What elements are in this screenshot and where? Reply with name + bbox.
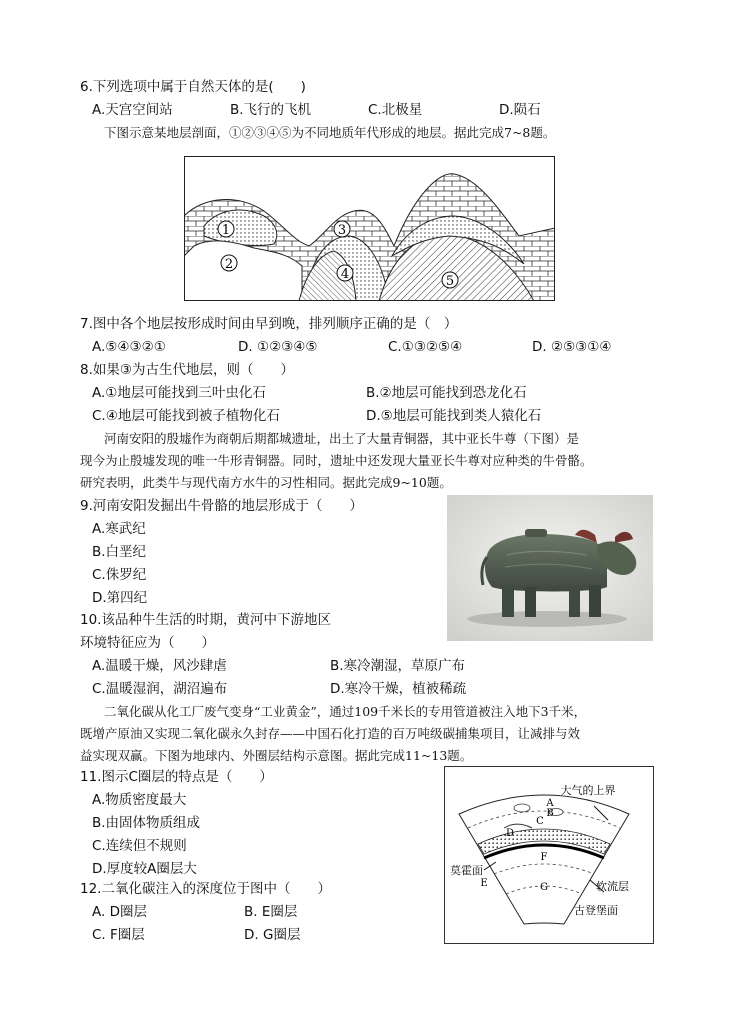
q10-option-b: B.寒冷潮湿，草原广布 (330, 658, 466, 674)
intro-9-10-line2: 现今为止殷墟发现的唯一牛形青铜器。同时，遗址中还发现大量亚长牛尊对应种类的牛骨骼。 (80, 453, 593, 468)
q9-option-d: D.第四纪 (92, 590, 148, 606)
q9-option-a: A.寒武纪 (92, 521, 146, 537)
upper-atmosphere-label: 大气的上界 (560, 784, 616, 797)
q10-option-c: C.温暖湿润，湖沼遍布 (92, 681, 228, 697)
q7-option-d: D. ②⑤③①④ (532, 339, 612, 355)
q8-stem: 8.如果③为古生代地层，则（ ） (80, 362, 294, 378)
q6-stem: 6.下列选项中属于自然天体的是( ) (80, 79, 306, 95)
q12-option-a: A. D圈层 (92, 904, 147, 920)
q6-option-d: D.陨石 (499, 102, 541, 118)
bronze-ox-zun-photo (447, 495, 653, 641)
q11-stem: 11.图示C圈层的特点是（ ） (80, 769, 273, 785)
q10-option-d: D.寒冷干燥，植被稀疏 (330, 681, 467, 697)
layer-b-label: B (546, 808, 554, 819)
svg-text:4: 4 (340, 267, 350, 282)
q9-option-b: B.白垩纪 (92, 544, 147, 560)
q9-option-c: C.侏罗纪 (92, 567, 147, 583)
q6-option-b: B.飞行的飞机 (230, 102, 312, 118)
intro-9-10-line1: 河南安阳的殷墟作为商朝后期都城遗址，出土了大量青铜器，其中亚长牛尊（下图）是 (104, 431, 580, 446)
q10-option-a: A.温暖干燥，风沙肆虐 (92, 658, 227, 674)
q8-option-a: A.①地层可能找到三叶虫化石 (92, 385, 266, 401)
layer-f-label: F (540, 852, 548, 863)
q8-option-d: D.⑤地层可能找到类人猿化石 (366, 408, 542, 424)
q7-option-b: D. ①②③④⑤ (238, 339, 318, 355)
layer-a-label: A (546, 798, 554, 809)
strata-cross-section-figure (184, 156, 555, 301)
q9-stem: 9.河南安阳发掘出牛骨骼的地层形成于（ ） (80, 498, 363, 514)
intro-11-13-line1: 二氧化碳从化工厂废气变身“工业黄金”，通过109千米长的专用管道被注入地下3千米， (104, 704, 587, 719)
svg-text:5: 5 (445, 274, 455, 289)
asthenosphere-label: 软流层 (596, 880, 629, 893)
q12-option-d: D. G圈层 (244, 927, 301, 943)
q10-stem-line2: 环境特征应为（ ） (80, 635, 215, 651)
q12-option-b: B. E圈层 (244, 904, 298, 920)
q11-option-b: B.由固体物质组成 (92, 815, 201, 831)
q8-option-c: C.④地层可能找到被子植物化石 (92, 408, 280, 424)
q7-option-c: C.①③②⑤④ (388, 339, 463, 355)
q7-option-a: A.⑤④③②① (92, 339, 166, 355)
q11-option-d: D.厚度较A圈层大 (92, 861, 197, 877)
layer-g-label: G (540, 882, 548, 893)
svg-text:1: 1 (221, 223, 231, 238)
q10-stem-line1: 10.该品种牛生活的时期，黄河中下游地区 (80, 612, 331, 628)
q11-option-c: C.连续但不规则 (92, 838, 187, 854)
q12-stem: 12.二氧化碳注入的深度位于图中（ ） (80, 881, 331, 897)
q6-option-a: A.天宫空间站 (92, 102, 173, 118)
layer-c-label: C (536, 816, 544, 827)
layer-e-label: E (480, 878, 488, 889)
layer-d-label: D (505, 828, 515, 839)
gutenberg-label: 古登堡面 (574, 904, 618, 917)
intro-9-10-line3: 研究表明，此类牛与现代南方水牛的习性相同。据此完成9~10题。 (80, 475, 452, 490)
intro-11-13-line2: 既增产原油又实现二氧化碳永久封存——中国石化打造的百万吨级碳捕集项目，让减排与效 (80, 726, 581, 741)
intro-7-8: 下图示意某地层剖面，①②③④⑤为不同地质年代形成的地层。据此完成7~8题。 (104, 125, 556, 140)
q8-option-b: B.②地层可能找到恐龙化石 (366, 385, 527, 401)
q12-option-c: C. F圈层 (92, 927, 145, 943)
q6-option-c: C.北极星 (368, 102, 423, 118)
svg-text:2: 2 (224, 257, 234, 272)
intro-11-13-line3: 益实现双赢。下图为地球内、外圈层结构示意图。据此完成11~13题。 (80, 748, 473, 763)
q11-option-a: A.物质密度最大 (92, 792, 187, 808)
moho-label: 莫霍面 (450, 864, 483, 877)
svg-text:3: 3 (337, 223, 347, 238)
q7-stem: 7.图中各个地层按形成时间由早到晚，排列顺序正确的是（ ） (80, 316, 458, 332)
earth-spheres-figure (444, 766, 654, 944)
